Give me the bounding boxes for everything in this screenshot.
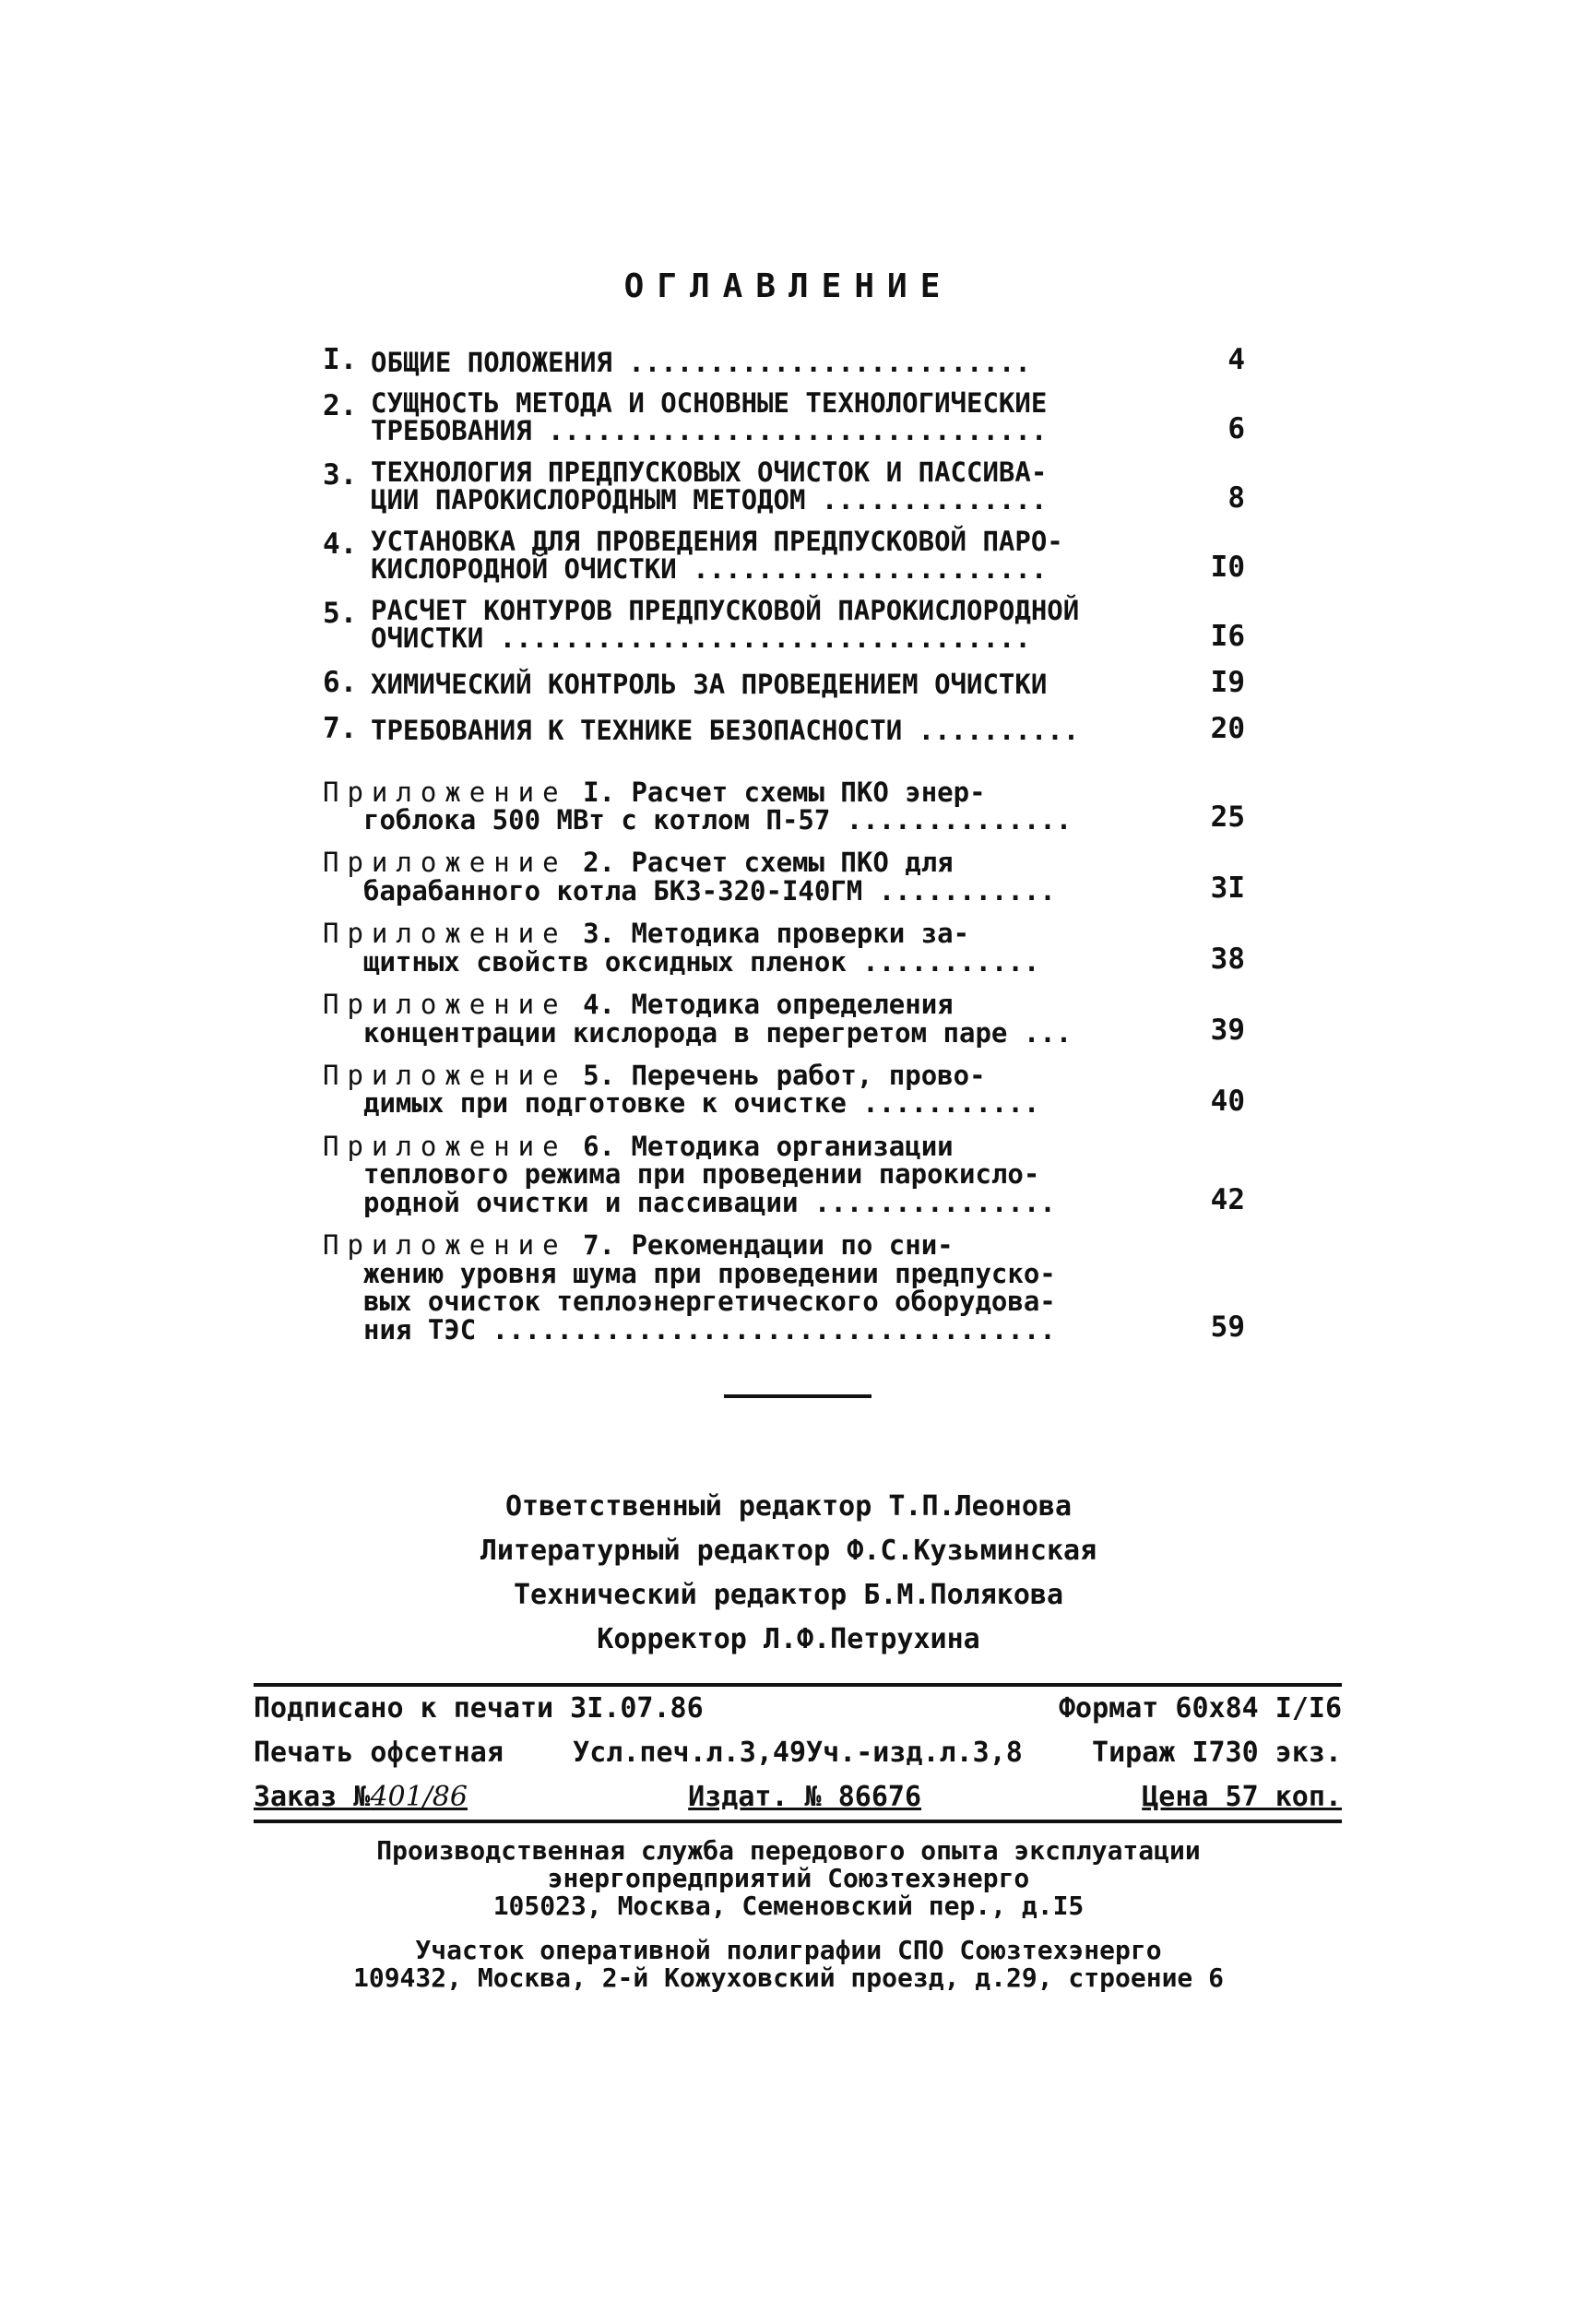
toc-number: I.: [323, 343, 358, 376]
printed-sheets: Усл.печ.л.3,49Уч.-изд.л.3,8: [573, 1737, 1023, 1769]
toc-number: 5.: [323, 596, 358, 630]
toc-line: ХИМИЧЕСКИЙ КОНТРОЛЬ ЗА ПРОВЕДЕНИЕМ ОЧИСТКИ: [371, 669, 1048, 701]
toc-page-number: 59: [1210, 1310, 1245, 1344]
appendix-entry: [323, 778, 1245, 835]
appendix-label: Приложение: [323, 1229, 567, 1262]
appendix-line: родной очистки и пассивации ...............: [363, 1186, 1056, 1218]
literary-editor: Литературный редактор Ф.С.Кузьминская: [480, 1535, 1097, 1567]
appendix-label: Приложение: [323, 1060, 567, 1091]
edition-number: Издат. № 86676: [688, 1781, 922, 1813]
appendix-line: вых очисток теплоэнергетического оборудова-: [363, 1286, 1056, 1318]
appendix-line: 2. Расчет схемы ПКО для: [583, 847, 954, 879]
appendix-entry: [323, 1231, 1245, 1344]
toc-page-number: I0: [1210, 550, 1245, 584]
toc-number: 2.: [323, 389, 358, 422]
appendix-line: барабанного котла БКЗ-320-I40ГМ ...........: [363, 874, 1056, 907]
toc-title: [371, 389, 1180, 445]
print-type: Печать офсетная: [254, 1737, 504, 1769]
toc-entry: [323, 666, 1245, 699]
printer-line: Участок оперативной полиграфии СПО Союзтехэнерго: [415, 1935, 1162, 1965]
toc-title: [371, 525, 1180, 586]
order-number: [254, 1775, 468, 1820]
appendix-line: I. Расчет схемы ПКО энер-: [583, 776, 986, 808]
appendix-title: [323, 848, 1180, 905]
toc-line: ТРЕБОВАНИЯ ...............................: [371, 415, 1048, 447]
toc-page-number: 40: [1210, 1084, 1245, 1118]
toc-page-number: 20: [1210, 711, 1245, 745]
toc-page-number: 3I: [1210, 872, 1245, 906]
publisher-line: Производственная служба передового опыта эксплуатации: [376, 1835, 1201, 1866]
toc-title: [371, 715, 1180, 747]
appendix-line: димых при подготовке к очистке ...........: [363, 1087, 1040, 1120]
colophon: [254, 1683, 1342, 1823]
responsible-editor: Ответственный редактор Т.П.Леонова: [504, 1490, 1073, 1523]
appendix-label: Приложение: [323, 1130, 567, 1162]
toc-entry: [323, 594, 1245, 655]
appendix-line: жению уровня шума при проведении предпуско-: [363, 1257, 1056, 1289]
toc-page-number: 25: [1210, 800, 1245, 835]
toc-number: 7.: [323, 711, 358, 745]
toc-title: [371, 346, 1180, 378]
section-divider: [724, 1394, 872, 1398]
appendix-title: [323, 990, 1180, 1047]
appendix-line: 7. Рекомендации по сни-: [583, 1229, 954, 1262]
publisher-line: энергопредприятий Союзтехэнерго: [547, 1863, 1030, 1893]
editors-block: [0, 1485, 1577, 1662]
appendix-entry: [323, 1132, 1245, 1216]
appendix-line: 5. Перечень работ, прово-: [583, 1060, 986, 1091]
toc-entry: [323, 458, 1245, 515]
appendix-line: 4. Методика определения: [583, 989, 954, 1021]
appendix-line: 6. Методика организации: [583, 1130, 954, 1162]
toc-page-number: 4: [1227, 343, 1245, 376]
toc-number: 3.: [323, 457, 358, 492]
appendix-line: концентрации кислорода в перегретом паре ...: [363, 1016, 1073, 1049]
appendix-entry: [323, 848, 1245, 905]
toc-line: РАСЧЕТ КОНТУРОВ ПРЕДПУСКОВОЙ ПАРОКИСЛОРОДНОЙ: [371, 594, 1080, 626]
page-title: ОГЛАВЛЕНИЕ: [623, 267, 954, 305]
order-label: Заказ №: [254, 1781, 371, 1813]
appendix-line: гоблока 500 МВт с котлом П-57 ..............: [363, 803, 1073, 836]
toc-page-number: 38: [1210, 943, 1245, 977]
toc-line: СУЩНОСТЬ МЕТОДА И ОСНОВНЫЕ ТЕХНОЛОГИЧЕСКИЕ: [371, 387, 1048, 419]
toc-line: ОЧИСТКИ .................................: [371, 622, 1031, 655]
toc-line: КИСЛОРОДНОЙ ОЧИСТКИ ......................: [371, 553, 1048, 586]
toc-page-number: I6: [1210, 619, 1245, 653]
appendix-line: ния ТЭС ...................................: [363, 1313, 1056, 1346]
appendix-title: [323, 919, 1180, 976]
toc-number: 6.: [323, 665, 358, 699]
bottom-rule: [254, 1820, 1342, 1823]
appendix-label: Приложение: [323, 847, 567, 879]
toc-number: 4.: [323, 527, 358, 561]
toc-page-number: 42: [1210, 1183, 1245, 1217]
technical-editor: Технический редактор Б.М.Полякова: [513, 1579, 1064, 1611]
appendix-line: щитных свойств оксидных пленок ...........: [363, 945, 1040, 978]
signed-to-print: Подписано к печати 3I.07.86: [254, 1692, 704, 1725]
appendix-label: Приложение: [323, 776, 567, 808]
toc-line: ЦИИ ПАРОКИСЛОРОДНЫМ МЕТОДОМ ..............: [371, 484, 1048, 516]
colophon-row: [254, 1731, 1342, 1775]
table-of-contents: [323, 343, 1245, 1358]
appendix-title: [323, 1231, 1180, 1344]
printer-address: 109432, Москва, 2-й Кожуховский проезд, д.29, строение 6: [352, 1962, 1224, 1993]
appendix-line: 3. Методика проверки за-: [583, 918, 970, 950]
appendix-title: [323, 778, 1180, 835]
order-value: 401/86: [370, 1781, 468, 1813]
colophon-row: [254, 1775, 1342, 1820]
paper-format: Формат 60х84 I/I6: [1058, 1692, 1342, 1725]
toc-line: ОБЩИЕ ПОЛОЖЕНИЯ .........................: [371, 346, 1031, 378]
toc-page-number: I9: [1210, 665, 1245, 699]
appendix-label: Приложение: [323, 918, 567, 950]
toc-entry: [323, 712, 1245, 745]
toc-title: [371, 594, 1180, 655]
toc-title: [371, 669, 1180, 701]
appendix-line: теплового режима при проведении парокисло-: [363, 1158, 1040, 1191]
appendix-label: Приложение: [323, 989, 567, 1021]
toc-entry: [323, 343, 1245, 376]
publisher-address: 105023, Москва, Семеновский пер., д.I5: [492, 1891, 1085, 1921]
appendix-entry: [323, 919, 1245, 976]
colophon-row: [254, 1687, 1342, 1731]
publisher-info: [0, 1837, 1577, 1920]
toc-page-number: 6: [1227, 411, 1245, 445]
appendix-entry: [323, 1061, 1245, 1118]
printer-info: [0, 1937, 1577, 1992]
toc-line: ТЕХНОЛОГИЯ ПРЕДПУСКОВЫХ ОЧИСТОК И ПАССИВА-: [371, 456, 1048, 488]
price: Цена 57 коп.: [1142, 1781, 1342, 1813]
print-run: Тираж I730 экз.: [1092, 1737, 1342, 1769]
proofreader: Корректор Л.Ф.Петрухина: [597, 1623, 980, 1655]
toc-entry: [323, 389, 1245, 445]
appendix-entry: [323, 990, 1245, 1047]
appendix-title: [323, 1061, 1180, 1118]
toc-line: ТРЕБОВАНИЯ К ТЕХНИКЕ БЕЗОПАСНОСТИ ..........: [371, 715, 1080, 747]
toc-page-number: 39: [1210, 1014, 1245, 1047]
toc-entry: [323, 525, 1245, 586]
toc-title: [371, 458, 1180, 515]
appendix-title: [323, 1132, 1180, 1216]
toc-line: УСТАНОВКА ДЛЯ ПРОВЕДЕНИЯ ПРЕДПУСКОВОЙ ПАРО-: [371, 525, 1063, 557]
toc-page-number: 8: [1227, 480, 1245, 515]
